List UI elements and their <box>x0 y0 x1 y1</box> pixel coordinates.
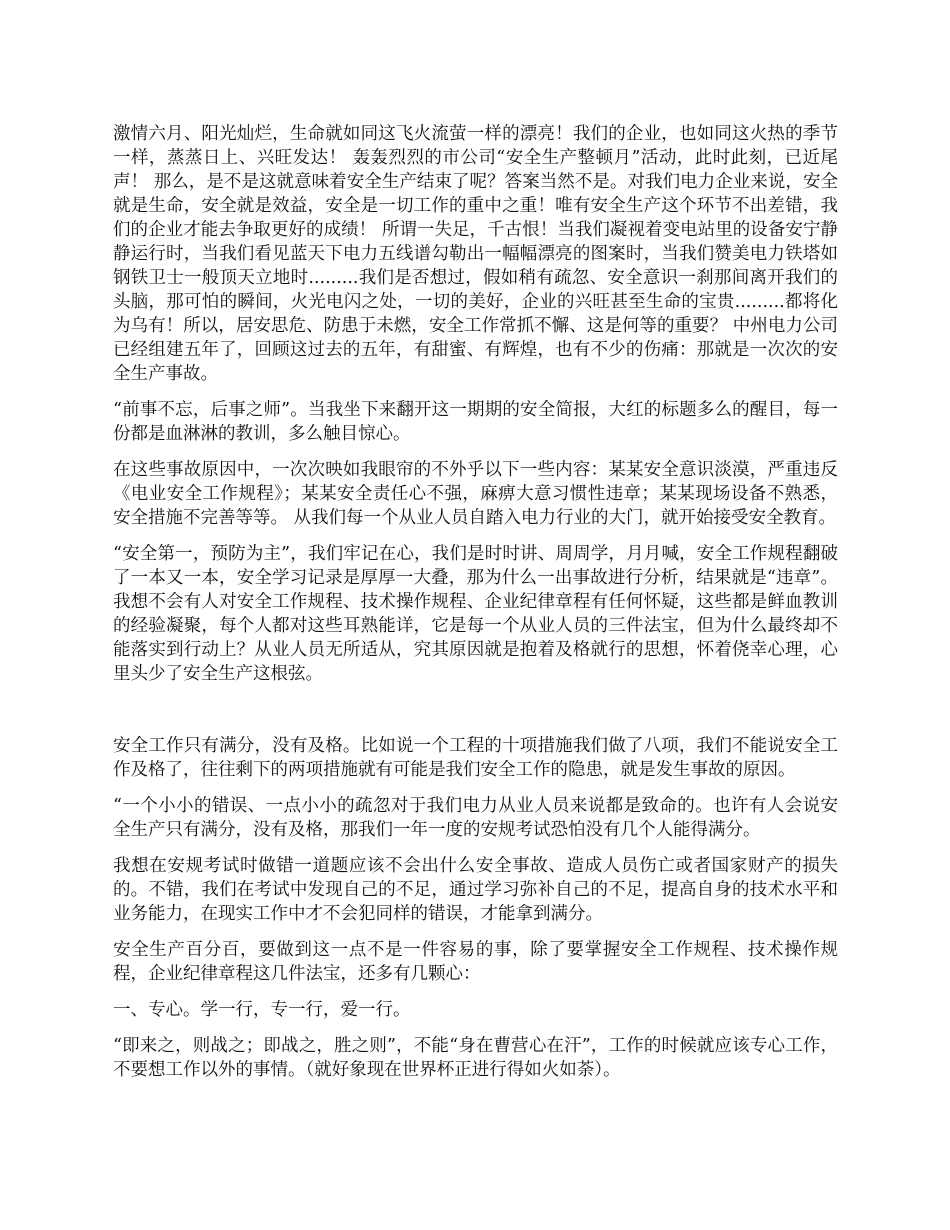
paragraph-7: 我想在安规考试时做错一道题应该不会出什么安全事故、造成人员伤亡或者国家财产的损失的。不错，我们在考试中发现自己的不足，通过学习弥补自己的不足，提高自身的技术水平和业务能力，在现实工作中才不会犯同样的错误，才能拿到满分。 <box>113 856 838 924</box>
paragraph-9: 一、专心。学一行，专一行，爱一行。 <box>113 1000 411 1020</box>
paragraph-1: 激情六月、阳光灿烂，生命就如同这飞火流萤一样的漂亮！我们的企业，也如同这火热的季节一样，蒸蒸日上、兴旺发达！ 轰轰烈烈的市公司“安全生产整顿月”活动，此时此刻，已近尾声！ 那么，是不是这就意味着安全生产结束了呢？答案当然不是。对我们电力企业来说，安全就是生命，安全就是效益，安全是一切工作的重中之重！唯有安全生产这个环节不出差错，我们的企业才能去争取更好的成绩！ 所谓一失足，千古恨！当我们凝视着变电站里的设备安宁静静运行时，当我们看见蓝天下电力五线谱勾勒出一幅幅漂亮的图案时，当我们赞美电力铁塔如钢铁卫士一般顶天立地时.........我们是否想过，假如稍有疏忽、安全意识一刹那间离开我们的头脑，那可怕的瞬间，火光电闪之处，一切的美好，企业的兴旺甚至生命的宝贵.........都将化为乌有！所以，居安思危、防患于未燃，安全工作常抓不懈、这是何等的重要？ 中州电力公司已经组建五年了，回顾这过去的五年，有甜蜜、有辉煌，也有不少的伤痛：那就是一次次的安全生产事故。 <box>113 124 838 384</box>
paragraph-2: “前事不忘，后事之师”。当我坐下来翻开这一期期的安全简报，大红的标题多么的醒目，每一份都是血淋淋的教训，多么触目惊心。 <box>113 400 838 444</box>
section-gap <box>113 698 838 734</box>
paragraph-3: 在这些事故原因中，一次次映如我眼帘的不外乎以下一些内容：某某安全意识淡漠，严重违反《电业安全工作规程》；某某安全责任心不强，麻痹大意习惯性违章；某某现场设备不熟悉，安全措施不完善等等。 从我们每一个从业人员自踏入电力行业的大门，就开始接受安全教育。 <box>113 460 838 528</box>
paragraph-10: “即来之，则战之；即战之，胜之则”，不能“身在曹营心在汗”，工作的时候就应该专心工作，不要想工作以外的事情。（就好象现在世界杯正进行得如火如荼）。 <box>113 1036 838 1080</box>
paragraph-5: 安全工作只有满分，没有及格。比如说一个工程的十项措施我们做了八项，我们不能说安全工作及格了，往往剩下的两项措施就有可能是我们安全工作的隐患，就是发生事故的原因。 <box>113 736 838 780</box>
paragraph-4: “安全第一，预防为主”，我们牢记在心，我们是时时讲、周周学，月月喊，安全工作规程翻破了一本又一本，安全学习记录是厚厚一大叠，那为什么一出事故进行分析，结果就是“违章”。我想不会有人对安全工作规程、技术操作规程、企业纪律章程有任何怀疑，这些都是鲜血教训的经验凝聚，每个人都对这些耳熟能详，它是每一个从业人员的三件法宝，但为什么最终却不能落实到行动上？从业人员无所适从，究其原因就是抱着及格就行的思想，怀着侥幸心理，心里头少了安全生产这根弦。 <box>113 544 838 684</box>
document-body <box>113 122 838 1094</box>
paragraph-6: “一个小小的错误、一点小小的疏忽对于我们电力从业人员来说都是致命的。也许有人会说安全生产只有满分，没有及格，那我们一年一度的安规考试恐怕没有几个人能得满分。 <box>113 796 838 840</box>
paragraph-8: 安全生产百分百，要做到这一点不是一件容易的事，除了要掌握安全工作规程、技术操作规程，企业纪律章程这几件法宝，还多有几颗心： <box>113 940 838 984</box>
